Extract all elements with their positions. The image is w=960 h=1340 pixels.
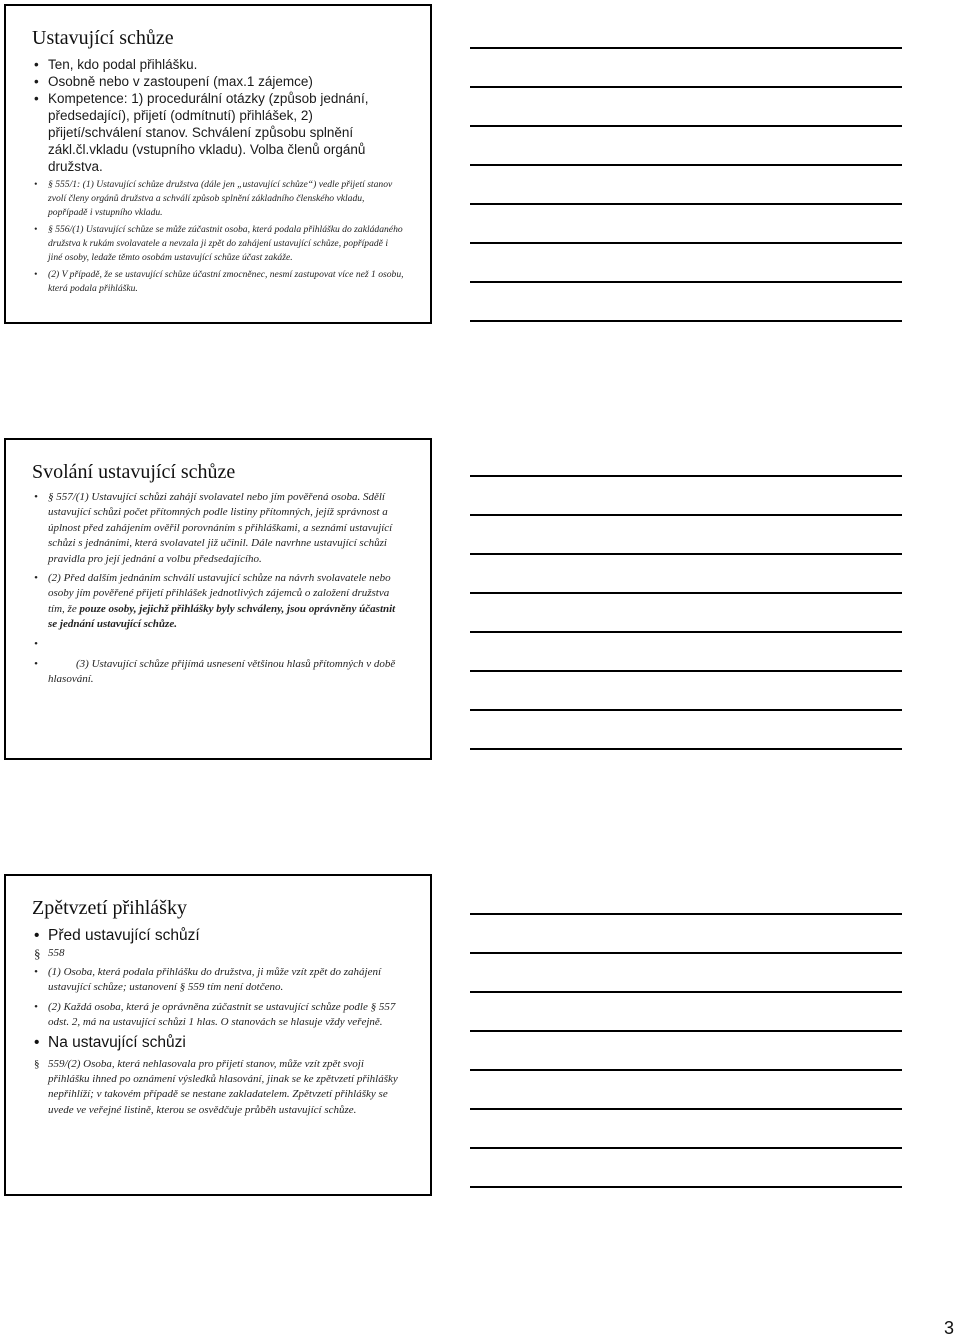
note-line [470, 125, 902, 127]
law-item: • § 556/(1) Ustavující schůze se může zúčastnit osoba, která podala přihlášku do zakládaného družstva k rukám svolavatele a nevzala ji zpět do zahájení ustavující schůze, popřípadě i jiné osoby, ledaže těmto osobám ustavující schůze účast zakáže. [34, 224, 403, 263]
note-line [470, 709, 902, 711]
bullet-icon: • [34, 491, 38, 503]
bullet-item: • Kompetence: 1) procedurální otázky (způsob jednání, předsedající), přijetí (odmítnutí) přihlášek, 2) přijetí/schválení stanov. Schválení způsobu splnění zákl.čl.vkladu (vstupního vkladu). Volba členů orgánů družstva. [34, 91, 369, 174]
bullet-list [32, 490, 404, 687]
note-line [470, 1030, 902, 1032]
bullet-icon: • [34, 927, 40, 944]
note-line [470, 670, 902, 672]
slide-title: Zpětvzetí přihlášky [32, 897, 187, 919]
bullet-icon: • [34, 91, 39, 106]
bullet-icon: • [34, 637, 38, 650]
bullet-icon: • [34, 179, 38, 190]
section-icon: § [34, 946, 41, 961]
law-item: • § 555/1: (1) Ustavující schůze družstva (dále jen „ustavující schůze“) vedle přijetí stanov zvolí členy orgánů družstva a schválí způsob splnění základního členského vkladu, popřípadě i vstupního vkladu. [34, 179, 393, 218]
slide-3 [4, 874, 432, 1196]
law-item: • (3) Ustavující schůze přijímá usnesení většinou hlasů přítomných v době hlasování. [34, 657, 396, 686]
note-line [470, 553, 902, 555]
section-icon: § [34, 1057, 40, 1070]
note-line [470, 242, 902, 244]
slide-1 [4, 4, 432, 324]
note-line [470, 320, 902, 322]
bullet-item: • Osobně nebo v zastoupení (max.1 zájemce) [34, 74, 313, 89]
bullet-icon: • [34, 57, 39, 72]
bullet-list [32, 56, 404, 296]
note-line [470, 1186, 902, 1188]
note-line [470, 748, 902, 750]
note-line [470, 47, 902, 49]
bullet-icon: • [34, 224, 38, 235]
note-line [470, 991, 902, 993]
bullet-icon: • [34, 1000, 38, 1013]
sub-heading: • Před ustavující schůzí [34, 927, 200, 944]
slide-title: Ustavující schůze [32, 27, 174, 49]
note-line [470, 1147, 902, 1149]
section-ref: § 558 [34, 946, 65, 961]
law-item: • (1) Osoba, která podala přihlášku do družstva, ji může vzít zpět do zahájení ustavující schůze; ustanovení § 559 tím není dotčeno. [34, 966, 382, 994]
law-item: • (2) Každá osoba, která je oprávněna zúčastnit se ustavující schůze podle § 557 odst. 2, má na ustavující schůzi 1 hlas. O stanovách se hlasuje vždy veřejně. [34, 1000, 396, 1029]
bullet-icon: • [34, 1033, 40, 1051]
page-number: 3 [944, 1318, 955, 1338]
slide-title: Svolání ustavující schůze [32, 461, 236, 483]
law-item: § 559/(2) Osoba, která nehlasovala pro přijetí stanov, může vzít zpět svoji přihlášku ihned po oznámení výsledků hlasování, jinak se ke zpětvzetí přihlášky nepřihlíží; v takovém případě se nestane zakladatelem. Zpětvzetí přihlášky se uvede ve veřejné listině, kterou se osvědčuje průběh ustavující schůze. [34, 1057, 398, 1116]
emphasis-text: pouze osoby, jejichž přihlášky byly schváleny, jsou oprávněny účastnit se jednání ustavující schůze. [48, 602, 396, 631]
note-line [470, 592, 902, 594]
bullet-list [32, 926, 404, 1118]
bullet-icon: • [34, 269, 38, 280]
bullet-icon: • [34, 657, 38, 670]
sub-heading: • Na ustavující schůzi [34, 1033, 186, 1051]
slide-2 [4, 438, 432, 760]
law-item: • (2) Před dalším jednáním schválí ustavující schůze na návrh svolavatele nebo osoby jím pověřené přijetí přihlášek jednotlivých zájemců o založení družstva tím, že pouze osoby, jejichž přihlášky byly schváleny, jsou oprávněny účastnit se jednání ustavující schůze. [34, 572, 396, 631]
note-line [470, 952, 902, 954]
law-item: • § 557/(1) Ustavující schůzi zahájí svolavatel nebo jím pověřená osoba. Sdělí ustavující schůzi počet přítomných podle listiny přítomných, jejíž správnost a úplnost před zahájením ověřil porovnáním s přihláškami, a seznámí ustavující schůzi s jednáními, která svolavatel již učinil. Dále navrhne ustavující schůzi pravidla pro její jednání a volbu předsedajícího. [34, 491, 393, 565]
note-line [470, 1069, 902, 1071]
note-line [470, 1108, 902, 1110]
note-line [470, 164, 902, 166]
note-line [470, 281, 902, 283]
bullet-icon: • [34, 966, 38, 978]
note-line [470, 475, 902, 477]
note-line [470, 631, 902, 633]
note-line [470, 913, 902, 915]
bullet-icon: • [34, 74, 39, 89]
law-item-empty [32, 637, 404, 653]
note-line [470, 203, 902, 205]
bullet-icon: • [34, 572, 38, 585]
note-line [470, 514, 902, 516]
note-line [470, 86, 902, 88]
law-item: • (2) V případě, že se ustavující schůze účastní zmocněnec, nesmí zastupovat více než 1 osobu, která podala přihlášku. [34, 269, 404, 294]
bullet-item: • Ten, kdo podal přihlášku. [34, 57, 198, 72]
